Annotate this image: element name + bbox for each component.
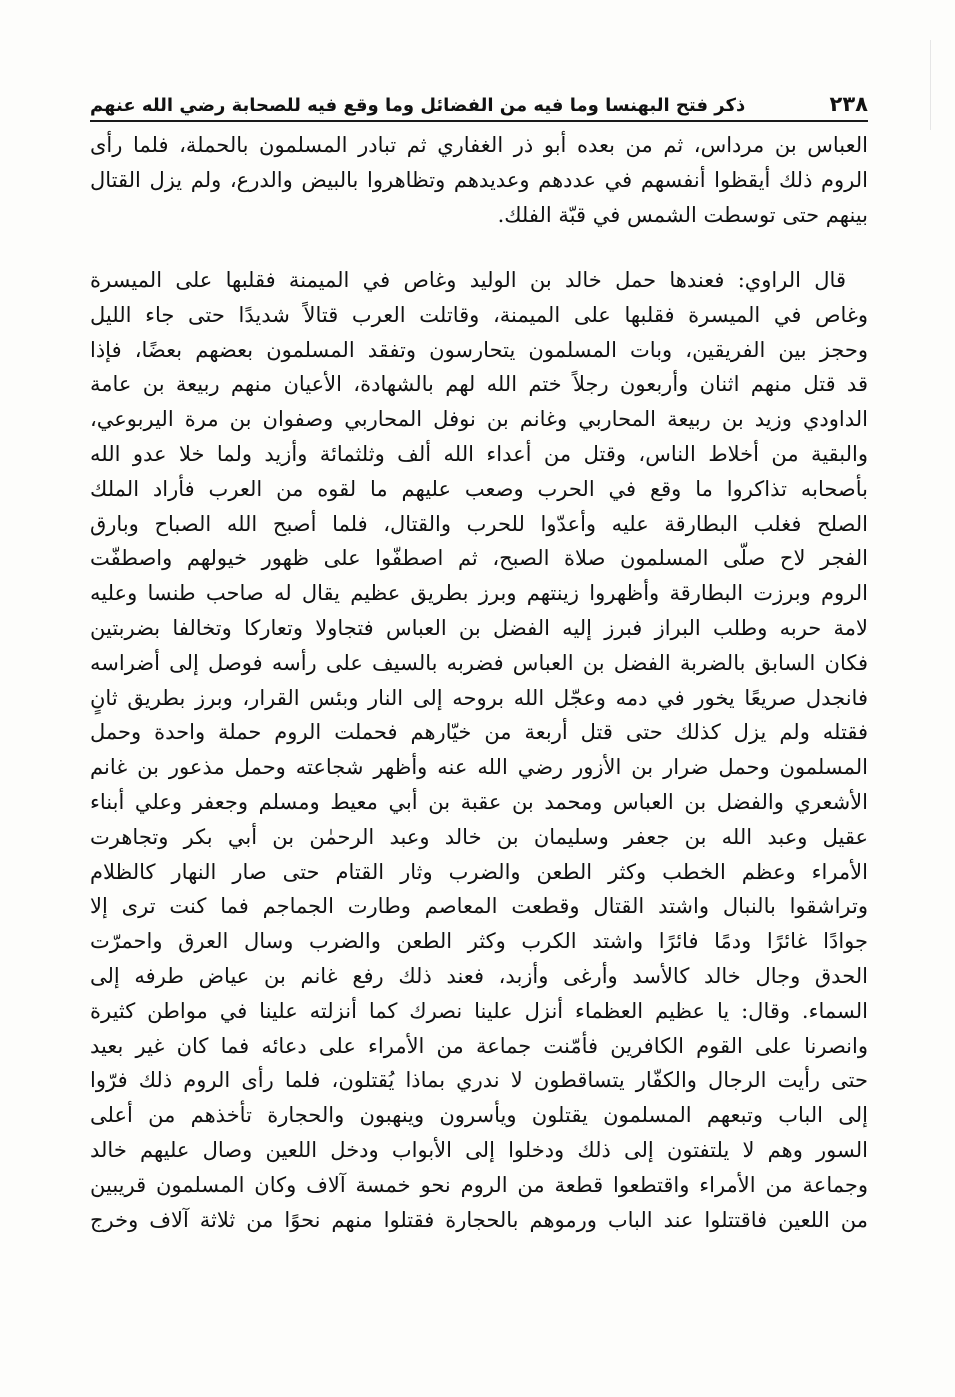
text-line: قال الراوي: فعندها حمل خالد بن الوليد وغاص في الميمنة فقلبها على الميسرة (90, 268, 846, 292)
paragraph-1 (90, 128, 868, 232)
text-line: الفجر لاح صلّى المسلمون صلاة الصبح، ثم اصطفّوا على ظهور خيولهم واصطفّت (90, 546, 868, 571)
text-line: فكان السابق بالضربة الفضل بن العباس فضربه بالسيف على رأسه فوصل إلى أضراسه (90, 650, 868, 675)
text-line: وجماعة من الأمراء واقتطعوا قطعة من الروم نحو خمسة آلاف وكان المسلمون قريبين (90, 1172, 868, 1197)
text-line: الأمراء وعظم الخطب وكثر الطعن والضرب وثار القتام حتى صار النهار كالظلام (90, 859, 868, 884)
text-line: الداودي وزيد بن ربيعة المحاربي وغانم بن نوفل المحاربي وصفوان بن مرة اليربوعي، (90, 407, 868, 432)
text-line: من اللعين فاقتتلوا عند الباب ورموهم بالحجارة فقتلوا منهم نحوًا من ثلاثة آلاف وخرج (90, 1207, 868, 1232)
text-line: والبقية من أخلاط الناس، وقتل من أعداء الله ألف وثلثمائة وأزيد ولما خلا عدو الله (90, 441, 868, 466)
text-line: السماء. وقال: يا عظيم العظماء أنزل علينا نصرك كما أنزلته علينا في مواطن كثيرة (90, 998, 868, 1023)
text-line: فانجدل صريعًا يخور في دمه وعجّل الله بروحه إلى النار وبئس القرار، وبرز بطريق ثانٍ (90, 685, 868, 710)
text-line: فقتله ولم يزل كذلك حتى قتل أربعة من خيّارهم فحملت الروم حملة واحدة وحمل (90, 720, 868, 745)
page-number: ٢٣٨ (829, 92, 868, 116)
text-line: وغاص في الميسرة فقلبها على الميمنة، وقاتلت العرب قتالاً شديدًا حتى جاء الليل (90, 302, 868, 327)
text-line: عقيل وعبد الله بن جعفر وسليمان بن خالد وعبد الرحمٰن بن أبي بكر وتجاهرت (90, 824, 868, 849)
text-line: الأشعري والفضل بن العباس ومحمد بن عقبة بن أبي معيط ومسلم وجعفر وعلي أبناء (90, 789, 868, 814)
page-header (90, 82, 868, 122)
text-line: الروم وبرزت البطارقة وأظهروا زينتهم وبرز بطريق عظيم يقال له صاحب طنسا وعليه (90, 581, 868, 606)
text-line: وتراشقوا بالنبال واشتد القتال وقطعت المعاصم وطارت الجماجم فما كنت ترى إلا (90, 894, 868, 919)
text-line: لامة حربه وطلب البراز فبرز إليه الفضل بن العباس فتجاولا وتعاركا وتخالفا بضربتين (90, 615, 868, 640)
text-line: المسلمون وحمل ضرار بن الأزور رضي الله عنه وأظهر شجاعته وحمل مذعور بن غانم (90, 755, 868, 780)
text-line: الصلح فغلب البطارقة عليه وأعدّوا للحرب والقتال، فلما أصبح الله الصباح وبارق (90, 511, 868, 536)
text-line: وحجز بين الفريقين، وبات المسلمون يتحارسون وتفقد المسلمون بعضهم بعضًا، فإذا (90, 337, 868, 362)
text-line: بينهم حتى توسطت الشمس في قبّة الفلك. (497, 202, 868, 227)
text-line: الحدق وجال خالد كالأسد وأرغى وأزبد، فعند ذلك رفع غانم بن عياض طرفه إلى (90, 963, 868, 988)
page-edge-mark (930, 40, 931, 130)
text-line: وانصرنا على القوم الكافرين فأمّنت جماعة من الأمراء على دعائه فما كان غير بعيد (90, 1033, 868, 1058)
text-line: الروم ذلك أيقظوا أنفسهم في عددهم وعديدهم وتظاهروا بالبيض والدرع، ولم يزل القتال (90, 167, 868, 192)
text-line: السور وهم لا يلتفتون إلى ذلك ودخلوا إلى الأبواب ودخل اللعين وصال عليهم خالد (90, 1137, 868, 1162)
text-line: العباس بن مرداس، ثم من بعده أبو ذر الغفاري ثم تبادر المسلمون بالحملة، فلما رأى (90, 133, 868, 157)
text-line: بأصحابه تذاكروا ما وقع في الحرب وصعب عليهم ما لقوه من العرب فأراد الملك (90, 476, 868, 501)
paragraph-2 (90, 263, 868, 1237)
text-line: قد قتل منهم اثنان وأربعون رجلاً ختم الله لهم بالشهادة، الأعيان منهم ربيعة بن عامة (90, 372, 868, 397)
text-line: جوادًا غائرًا ودمًا فائرًا واشتد الكرب وكثر الطعن والضرب وسال العرق واحمرّت (90, 929, 868, 954)
text-line: إلى الباب وتبعهم المسلمون يقتلون ويأسرون وينهبون والحجارة تأخذهم من أعلى (90, 1103, 868, 1128)
running-title: ذكر فتح البهنسا وما فيه من الفضائل وما وقع فيه للصحابة رضي الله عنهم (90, 95, 746, 116)
text-line: حتى رأيت الرجال والكفّار يتساقطون لا ندري بماذا يُقتلون، فلما رأى الروم ذلك فرّوا (90, 1068, 868, 1093)
